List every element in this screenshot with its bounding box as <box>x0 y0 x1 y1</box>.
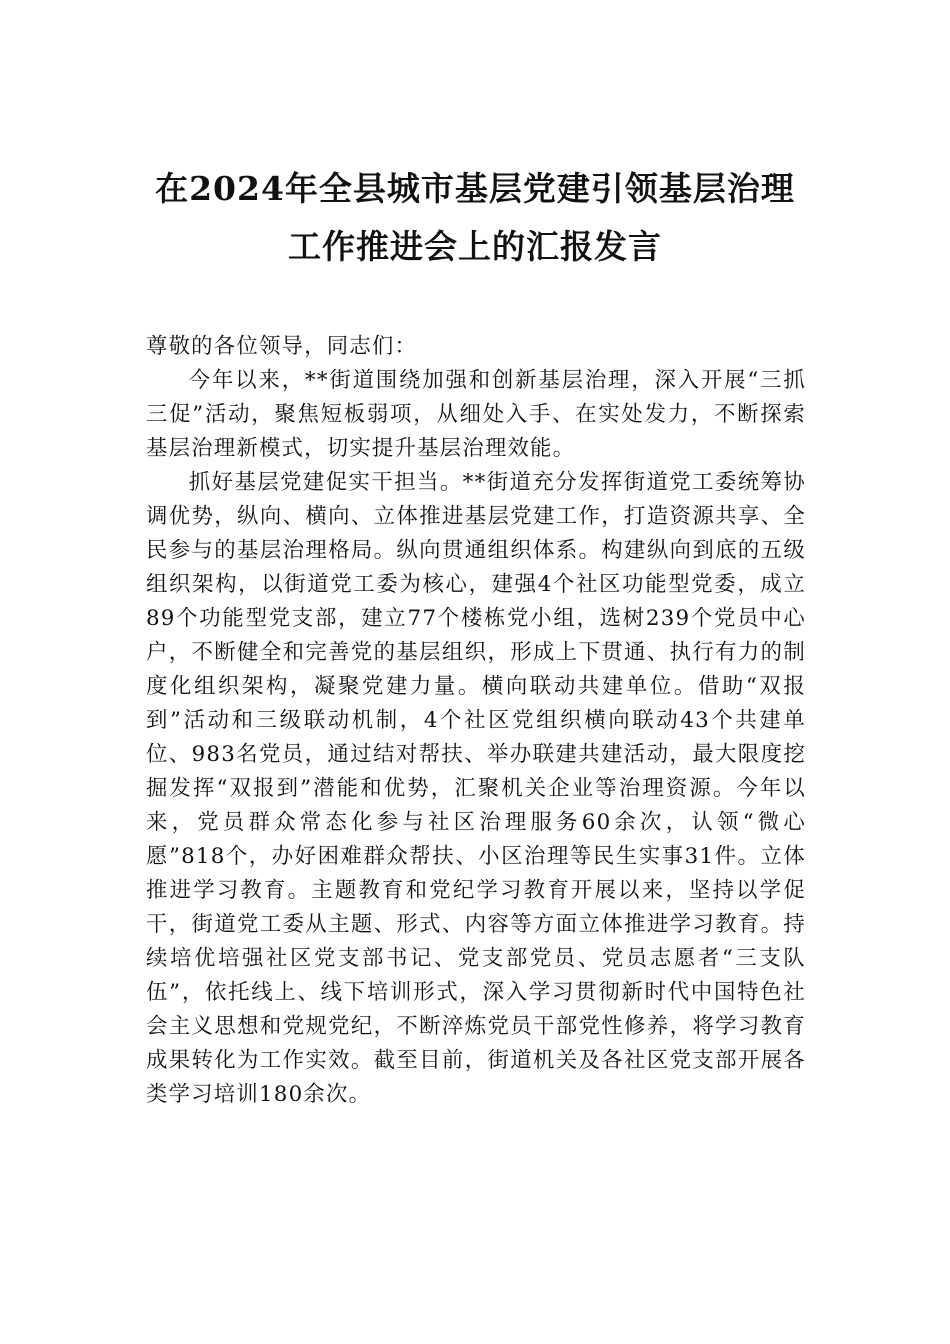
salutation: 尊敬的各位领导，同志们： <box>146 334 418 359</box>
paragraph-party-building: 抓好基层党建促实干担当。**街道充分发挥街道党工委统筹协调优势，纵向、横向、立体推进基层党建工作，打造资源共享、全民参与的基层治理格局。纵向贯通组织体系。构建纵向到底的五级组织架构，以街道党工委为核心，建强4个社区功能型党委，成立89个功能型党支部，建立77个楼栋党小组，选树239个党员中心户，不断健全和完善党的基层组织，形成上下贯通、执行有力的制度化组织架构，凝聚党建力量。横向联动共建单位。借助“双报到”活动和三级联动机制，4个社区党组织横向联动43个共建单位、983名党员，通过结对帮扶、举办联建共建活动，最大限度挖掘发挥“双报到”潜能和优势，汇聚机关企业等治理资源。今年以来，党员群众常态化参与社区治理服务60余次，认领“微心愿”818个，办好困难群众帮扶、小区治理等民生实事31件。立体推进学习教育。主题教育和党纪学习教育开展以来，坚持以学促干，街道党工委从主题、形式、内容等方面立体推进学习教育。持续培优培强社区党支部书记、党支部党员、党员志愿者“三支队伍”，依托线上、线下培训形式，深入学习贯彻新时代中国特色社会主义思想和党规党纪，不断淬炼党员干部党性修养，将学习教育成果转化为工作实效。截至目前，街道机关及各社区党支部开展各类学习培训180余次。 <box>146 470 806 1107</box>
document-title <box>60 160 890 276</box>
title-line-1: 在2024年全县城市基层党建引领基层治理 <box>155 169 795 208</box>
document-body <box>146 330 806 1112</box>
paragraph-intro: 今年以来，**街道围绕加强和创新基层治理，深入开展“三抓三促”活动，聚焦短板弱项，从细处入手、在实处发力，不断探索基层治理新模式，切实提升基层治理效能。 <box>146 368 806 461</box>
title-line-2: 工作推进会上的汇报发言 <box>288 227 662 266</box>
